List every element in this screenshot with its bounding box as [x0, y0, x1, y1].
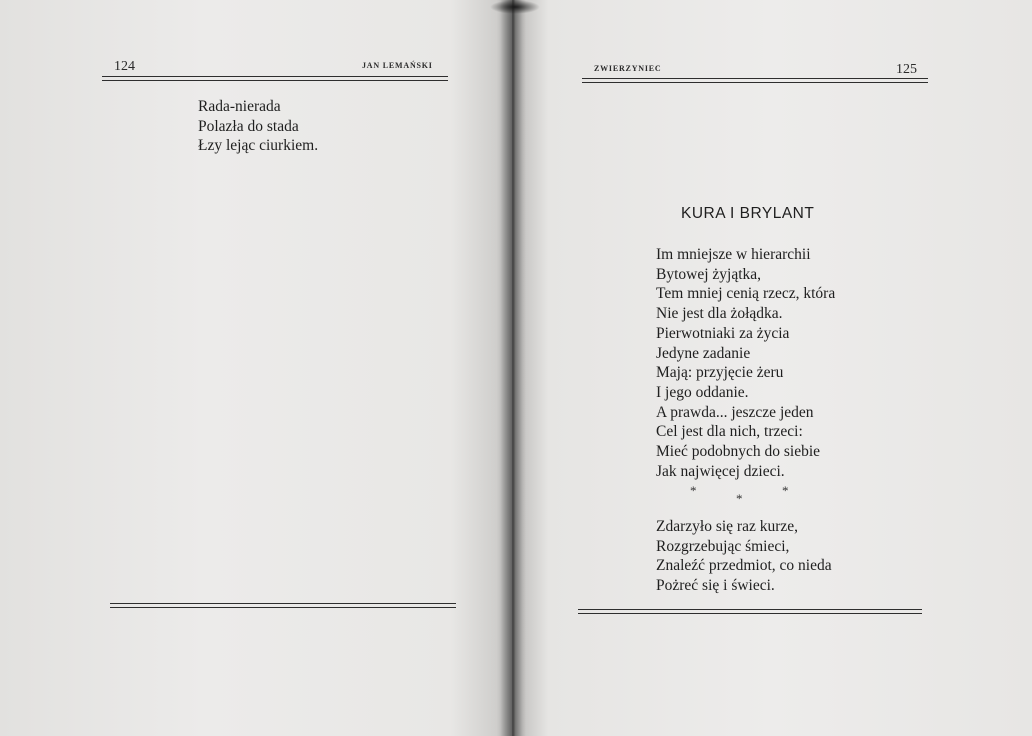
verse-line: Pożreć się i świeci. — [656, 577, 775, 595]
verse-line: Jedyne zadanie — [656, 344, 751, 362]
page-number-left: 124 — [114, 59, 135, 74]
asterisk: * — [736, 491, 743, 506]
left-page — [0, 0, 512, 736]
footer-rule-left-bottom — [110, 607, 456, 608]
verse-line: Jak najwięcej dzieci. — [656, 462, 785, 480]
verse-line: I jego oddanie. — [656, 383, 749, 401]
header-rule-right-top — [582, 78, 928, 79]
asterisk: * — [690, 483, 697, 498]
verse-line: Zdarzyło się raz kurze, — [656, 518, 799, 535]
running-head-right: ZWIERZYNIEC — [594, 64, 662, 73]
verse-line: Tem mniej cenią rzecz, która — [656, 285, 836, 303]
verse-line: A prawda... jeszcze jeden — [656, 403, 814, 421]
verse-line: Mieć podobnych do siebie — [656, 443, 821, 461]
footer-rule-left-top — [110, 603, 456, 604]
verse-line: Cel jest dla nich, trzeci: — [656, 423, 803, 441]
verse-line: Łzy lejąc ciurkiem. — [198, 137, 319, 155]
asterisk: * — [782, 483, 789, 498]
footer-rule-right-top — [578, 609, 922, 610]
header-rule-left-bottom — [102, 80, 448, 81]
verse-line: Rada-nierada — [198, 98, 281, 115]
verse-line: Znaleźć przedmiot, co nieda — [656, 557, 832, 575]
verse-line: Im mniejsze w hierarchii — [656, 246, 811, 263]
poem-title: KURA I BRYLANT — [681, 205, 815, 222]
footer-rule-right-bottom — [578, 613, 922, 614]
verse-line: Rozgrzebując śmieci, — [656, 537, 790, 555]
verse-line: Polazła do stada — [198, 117, 299, 135]
verse-line: Nie jest dla żołądka. — [656, 305, 783, 323]
verse-line: Bytowej żyjątka, — [656, 265, 762, 283]
poem-stanza-2 — [656, 517, 832, 596]
header-rule-right-bottom — [582, 82, 928, 83]
page-number-right: 125 — [896, 62, 917, 77]
spine-top-shadow — [490, 0, 540, 14]
running-head-left: JAN LEMAŃSKI — [362, 61, 433, 70]
verse-line: Mają: przyjęcie żeru — [656, 364, 784, 382]
verse-line: Pierwotniaki za życia — [656, 324, 790, 342]
header-rule-left-top — [102, 76, 448, 77]
poem-stanza-1 — [656, 245, 835, 481]
gutter-shadow — [500, 0, 526, 736]
verse-left — [198, 97, 318, 156]
